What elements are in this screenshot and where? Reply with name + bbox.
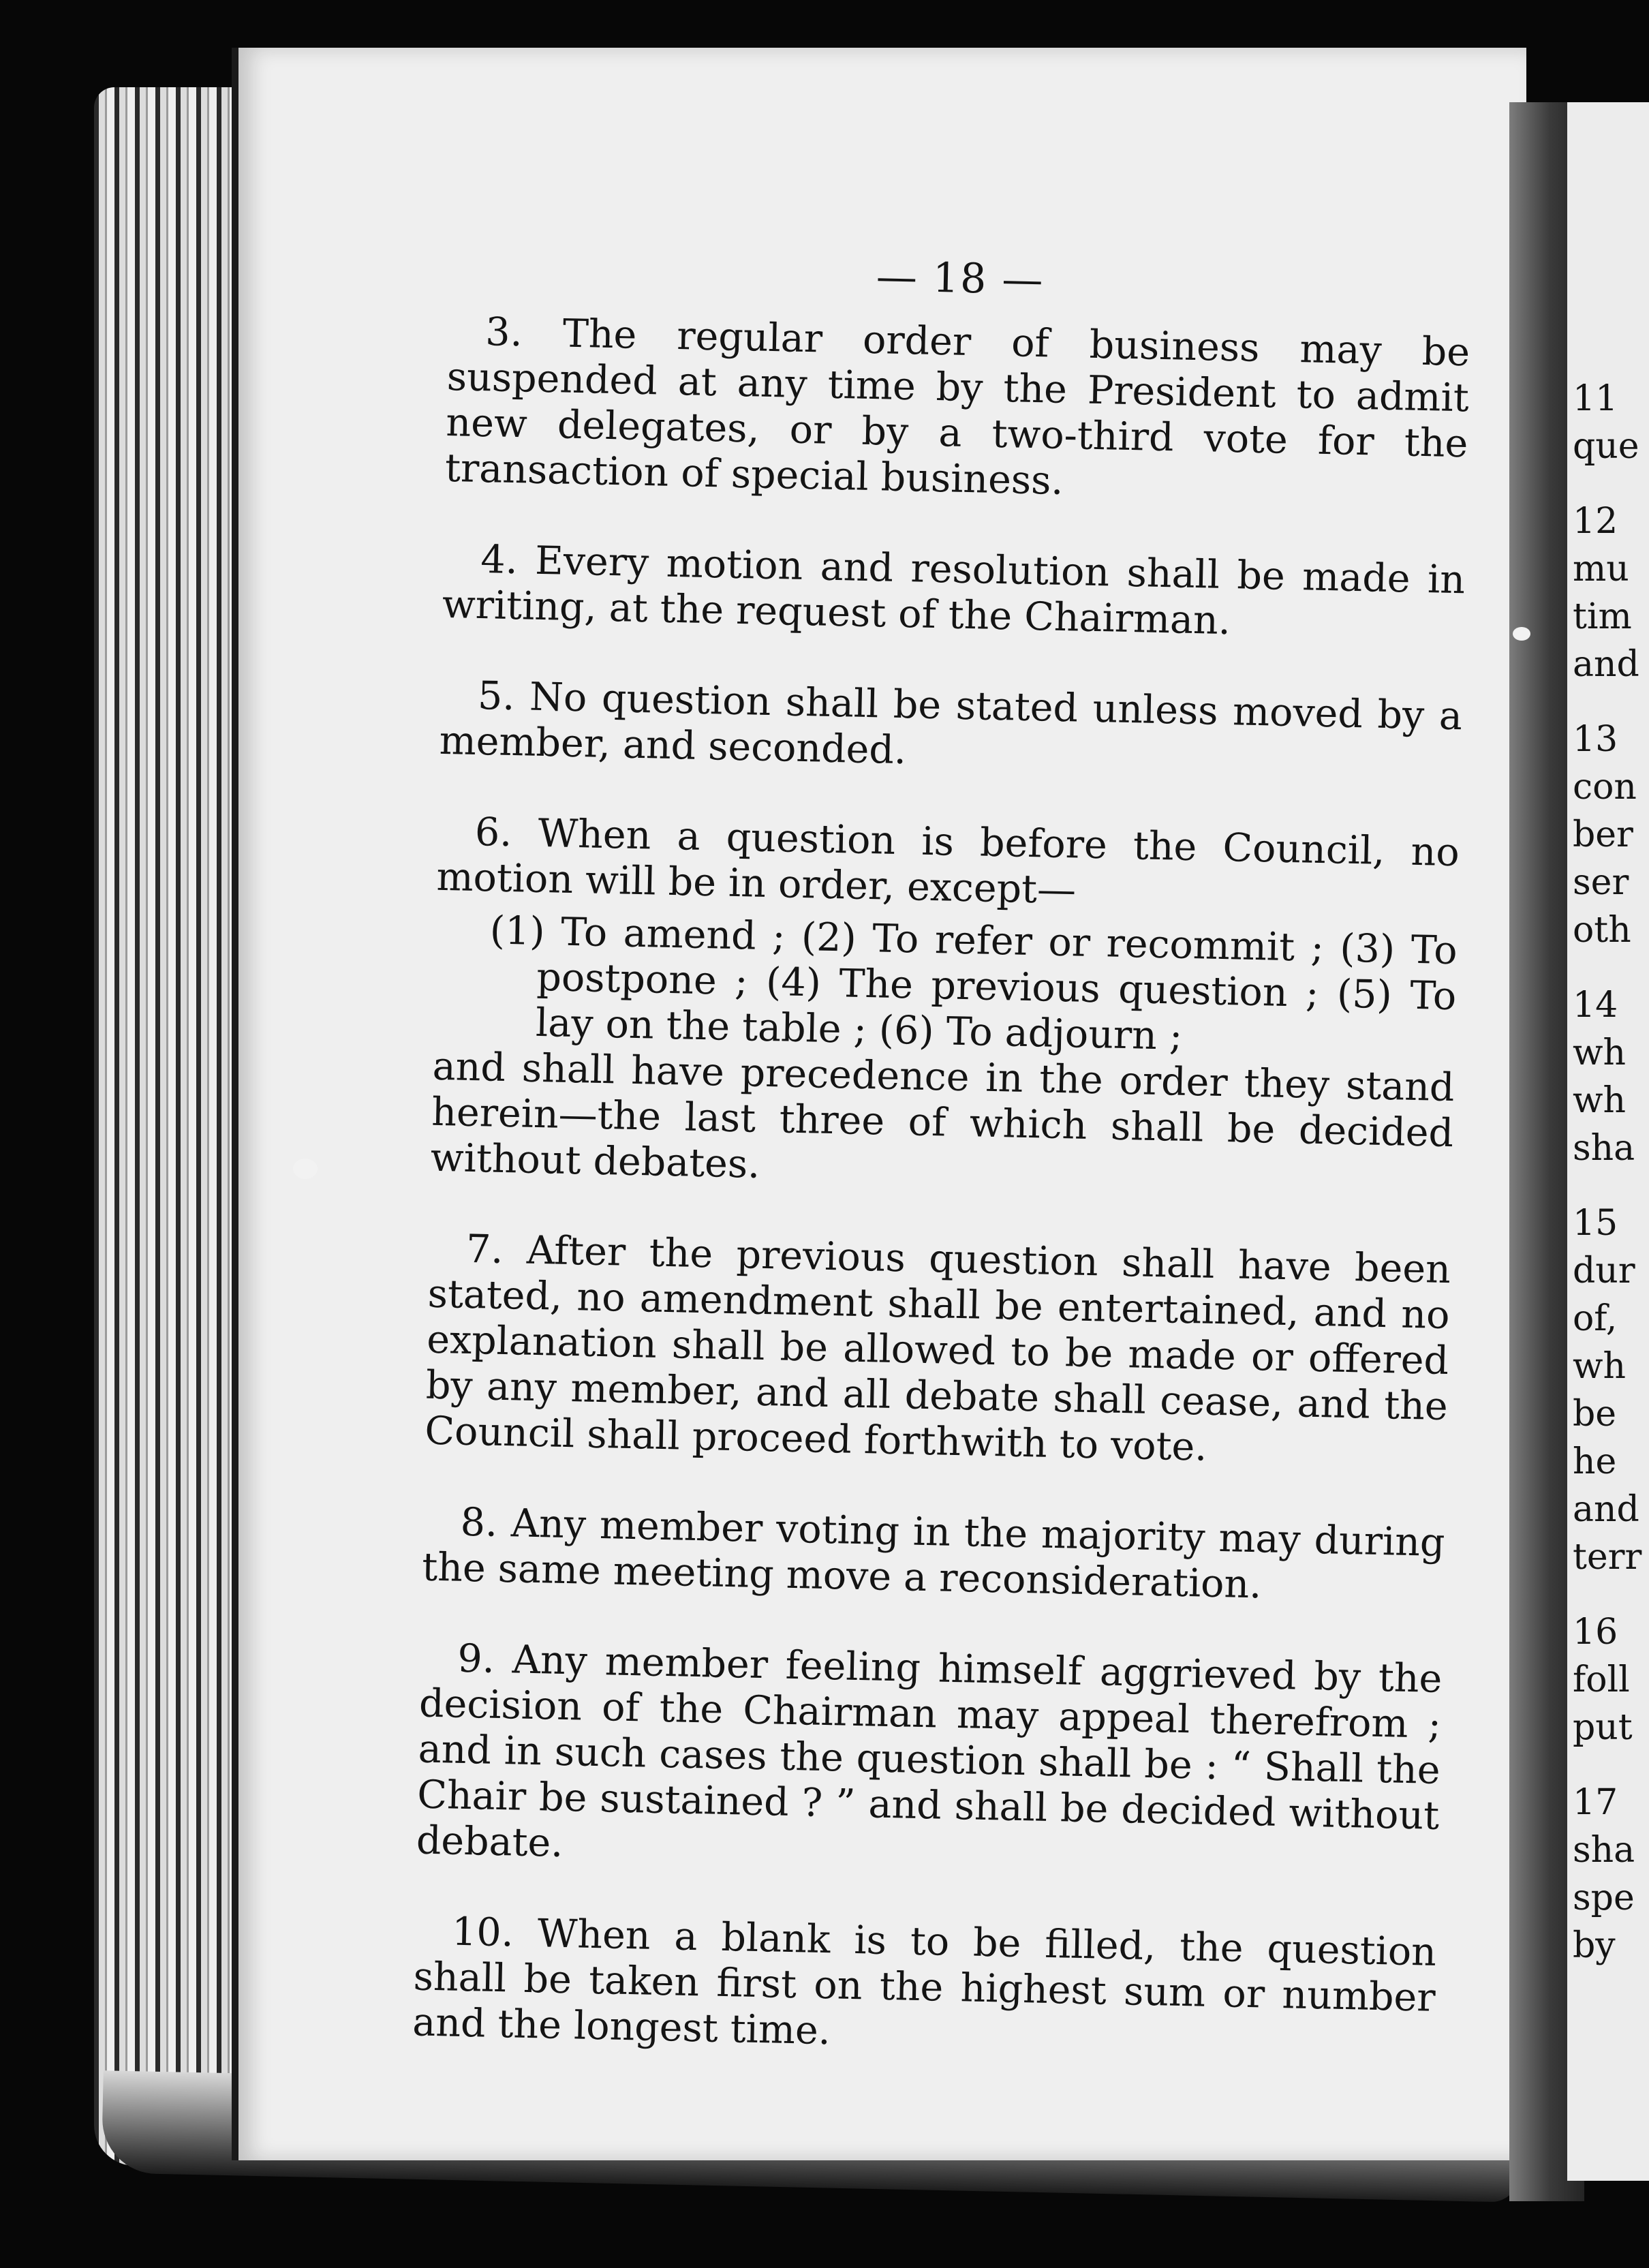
- page-text: [411, 245, 1471, 2112]
- rule-4-paragraph: 4. Every motion and resolution shall be made in writing, at the request of the Chairman.: [442, 537, 1466, 644]
- facing-fragment: sha: [1573, 1830, 1635, 1871]
- rule-6-motion-list: (1) To amend ; (2) To refer or recommit ; (3) To postpone ; (4) The previous question ; (5) To lay on the table ; (6) To adjourn ;: [489, 908, 1458, 1059]
- paper-speck: [293, 1159, 318, 1179]
- facing-fragment: ser: [1573, 862, 1629, 903]
- facing-fragment: wh: [1573, 1032, 1626, 1073]
- facing-fragment: 17: [1573, 1782, 1618, 1823]
- facing-fragment: 15: [1573, 1203, 1618, 1244]
- facing-fragment: wh: [1573, 1346, 1626, 1387]
- rule-9-paragraph: 9. Any member feeling himself aggrieved by the decision of the Chairman may appeal therefrom ; and in such cases the question shall be : “ Shall the Chair be sustained ? ” and shall be decided without debate.: [416, 1636, 1443, 1866]
- rule-6-paragraph: 6. When a question is before the Council, no motion will be in order, except—: [435, 809, 1460, 913]
- facing-fragment: 12: [1573, 501, 1618, 542]
- facing-fragment: of,: [1573, 1298, 1618, 1339]
- facing-fragment: by: [1573, 1925, 1616, 1966]
- rule-3-paragraph: 3. The regular order of business may be suspended at any time by the President to admit new delegates, or by a two-third vote for the transaction of special business.: [444, 309, 1470, 504]
- facing-fragment: terr: [1573, 1537, 1642, 1578]
- facing-page: [1567, 102, 1649, 2181]
- facing-fragment: 11: [1573, 378, 1618, 419]
- facing-fragment: put: [1573, 1707, 1633, 1748]
- facing-fragment: sha: [1573, 1128, 1635, 1169]
- facing-fragment: con: [1573, 767, 1637, 808]
- facing-fragment: and: [1573, 644, 1639, 685]
- facing-fragment: and: [1573, 1489, 1639, 1530]
- facing-fragment: 16: [1573, 1612, 1618, 1653]
- facing-fragment: dur: [1573, 1251, 1635, 1291]
- facing-fragment: ber: [1573, 814, 1633, 855]
- facing-fragment: be: [1573, 1394, 1617, 1435]
- facing-fragment: he: [1573, 1441, 1617, 1482]
- facing-fragment: mu: [1573, 549, 1629, 589]
- rule-10-paragraph: 10. When a blank is to be filled, the question shall be taken first on the highest sum or number and the longest time.: [412, 1909, 1437, 2054]
- facing-fragment: 13: [1573, 719, 1618, 760]
- facing-fragment: wh: [1573, 1080, 1626, 1121]
- facing-fragment: foll: [1573, 1659, 1630, 1700]
- rule-6-continuation: and shall have precedence in the order they stand herein—the last three of which shall be decided without debates.: [430, 1043, 1455, 1187]
- facing-fragment: que: [1573, 426, 1639, 467]
- facing-fragment: tim: [1573, 596, 1632, 637]
- rule-5-paragraph: 5. No question shall be stated unless moved by a member, and seconded.: [439, 673, 1463, 773]
- facing-fragment: spe: [1573, 1878, 1635, 1918]
- rule-7-paragraph: 7. After the previous question shall have been stated, no amendment shall be entertained, and no explanation shall be allowed to be made or offered by any member, and all debate shall cease, and the Council shall proceed forthwith to vote.: [424, 1226, 1451, 1470]
- rule-8-paragraph: 8. Any member voting in the majority may during the same meeting move a reconsideration.: [421, 1499, 1446, 1608]
- facing-fragment: 14: [1573, 985, 1618, 1026]
- page-number: — 18 —: [876, 253, 1045, 305]
- paper-speck: [1513, 627, 1530, 641]
- facing-fragment: oth: [1573, 910, 1631, 951]
